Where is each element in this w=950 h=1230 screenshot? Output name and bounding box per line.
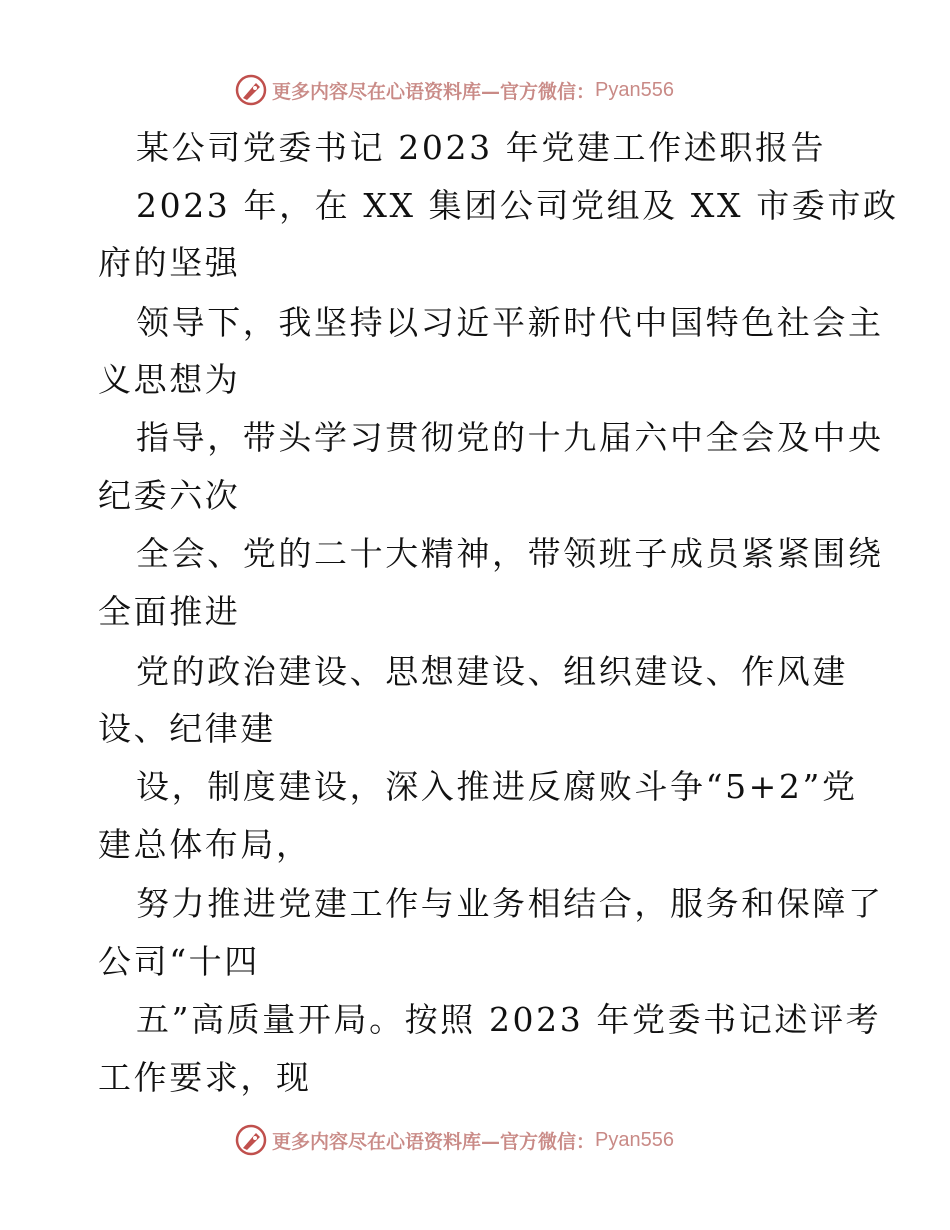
paragraph-line: 设，制度建设，深入推进反腐败斗争“5+2”党 bbox=[136, 767, 858, 806]
document-title: 某公司党委书记 2023 年党建工作述职报告 bbox=[136, 128, 827, 167]
watermark-text: 更多内容尽在心语资料库—官方微信： bbox=[272, 1130, 596, 1153]
watermark-account: Pyan556 bbox=[595, 78, 674, 101]
paragraph-line: 全会、党的二十大精神，带领班子成员紧紧围绕 bbox=[136, 534, 884, 573]
paragraph-line: 纪委六次 bbox=[98, 476, 241, 515]
paragraph-line: 建总体布局， bbox=[98, 825, 312, 864]
pen-nib-logo-icon bbox=[234, 73, 268, 107]
paragraph-line: 党的政治建设、思想建设、组织建设、作风建 bbox=[136, 652, 848, 691]
paragraph-line: 府的坚强 bbox=[98, 243, 241, 282]
watermark-footer bbox=[234, 1122, 674, 1158]
paragraph-line: 设、纪律建 bbox=[98, 709, 276, 748]
paragraph-line: 努力推进党建工作与业务相结合，服务和保障了 bbox=[136, 884, 884, 923]
watermark-text: 更多内容尽在心语资料库—官方微信： bbox=[272, 80, 596, 103]
paragraph-line: 公司“十四 bbox=[98, 942, 260, 981]
paragraph-line: 义思想为 bbox=[98, 360, 241, 399]
watermark-account: Pyan556 bbox=[595, 1128, 674, 1151]
pen-nib-logo-icon bbox=[234, 1123, 268, 1157]
watermark-header bbox=[234, 72, 674, 108]
paragraph-line: 五”高质量开局。按照 2023 年党委书记述评考 bbox=[136, 1000, 882, 1039]
paragraph-line: 2023 年，在 XX 集团公司党组及 XX 市委市政 bbox=[136, 186, 899, 225]
paragraph-line: 全面推进 bbox=[98, 592, 241, 631]
paragraph-line: 工作要求，现 bbox=[98, 1058, 312, 1097]
paragraph-line: 领导下，我坚持以习近平新时代中国特色社会主 bbox=[136, 303, 884, 342]
paragraph-line: 指导，带头学习贯彻党的十九届六中全会及中央 bbox=[136, 418, 884, 457]
